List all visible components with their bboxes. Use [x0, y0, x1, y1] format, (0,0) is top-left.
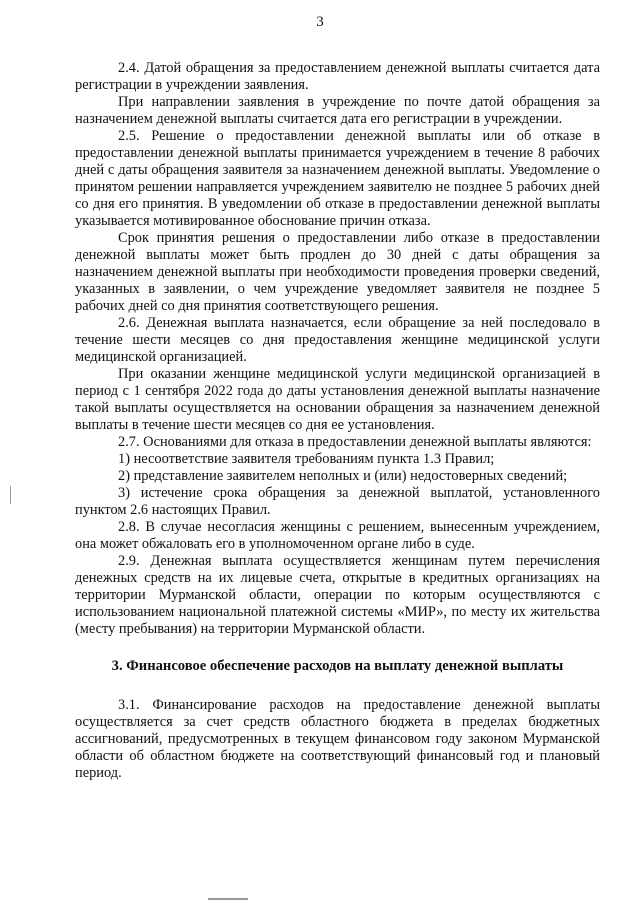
refusal-reason-2: 2) представление заявителем неполных и (или) недостоверных сведений; [118, 468, 568, 484]
page-number: 3 [316, 14, 324, 30]
paragraph-3-1: 3.1. Финансирование расходов на предоставление денежной выплаты осуществляется за счет средств областного бюджета в пределах бюджетных ассигнований, предусмотренных в текущем финансовом году законом Мурманской области об областном бюджете на соответствующий финансовый год и плановый период. [75, 697, 600, 781]
paragraph-2-7: 2.7. Основаниями для отказа в предоставлении денежной выплаты являются: [118, 434, 592, 450]
paragraph-2-8: 2.8. В случае несогласия женщины с решением, вынесенным учреждением, она может обжаловать его в уполномоченном органе либо в суде. [75, 519, 600, 552]
document-body [75, 60, 600, 782]
refusal-reason-1: 1) несоответствие заявителя требованиям пункта 1.3 Правил; [118, 451, 495, 467]
scan-margin-mark [10, 486, 11, 504]
paragraph-postal-application: При направлении заявления в учреждение по почте датой обращения за назначением денежной выплаты считается дата его регистрации в учреждении. [75, 94, 600, 127]
paragraph-service-period: При оказании женщине медицинской услуги медицинской организацией в период с 1 сентября 2022 года до даты установления денежной выплаты назначение такой выплаты осуществляется на основании обращения за назначением денежной выплаты в течение шести месяцев со дня ее установления. [75, 366, 600, 433]
paragraph-2-9: 2.9. Денежная выплата осуществляется женщинам путем перечисления денежных средств на их лицевые счета, открытые в кредитных организациях на территории Мурманской области, операции по которым осуществляются с использованием национальной платежной системы «МИР», по месту их жительства (месту пребывания) на территории Мурманской области. [75, 553, 600, 637]
section-heading-3: 3. Финансовое обеспечение расходов на выплату денежной выплаты [111, 658, 564, 674]
paragraph-2-6: 2.6. Денежная выплата назначается, если обращение за ней последовало в течение шести месяцев со дня предоставления женщине медицинской услуги медицинской организацией. [75, 315, 600, 365]
paragraph-2-4: 2.4. Датой обращения за предоставлением денежной выплаты считается дата регистрации в учреждении заявления. [75, 60, 600, 93]
paragraph-decision-extension: Срок принятия решения о предоставлении либо отказе в предоставлении денежной выплаты может быть продлен до 30 дней с даты обращения за назначением денежной выплаты при необходимости проведения проверки сведений, указанных в заявлении, о чем учреждение уведомляет заявителя не позднее 5 рабочих дней со дня принятия соответствующего решения. [75, 230, 600, 314]
paragraph-2-5: 2.5. Решение о предоставлении денежной выплаты или об отказе в предоставлении денежной выплаты принимается учреждением в течение 8 рабочих дней с даты обращения заявителя за назначением денежной выплаты. Уведомление о принятом решении направляется учреждением заявителю не позднее 5 рабочих дней со дня его принятия. В уведомлении об отказе в предоставлении денежной выплаты указывается мотивированное обоснование причин отказа. [75, 128, 600, 229]
scan-bottom-mark [208, 898, 248, 900]
refusal-reason-3: 3) истечение срока обращения за денежной выплатой, установленного пунктом 2.6 настоящих Правил. [75, 485, 600, 518]
